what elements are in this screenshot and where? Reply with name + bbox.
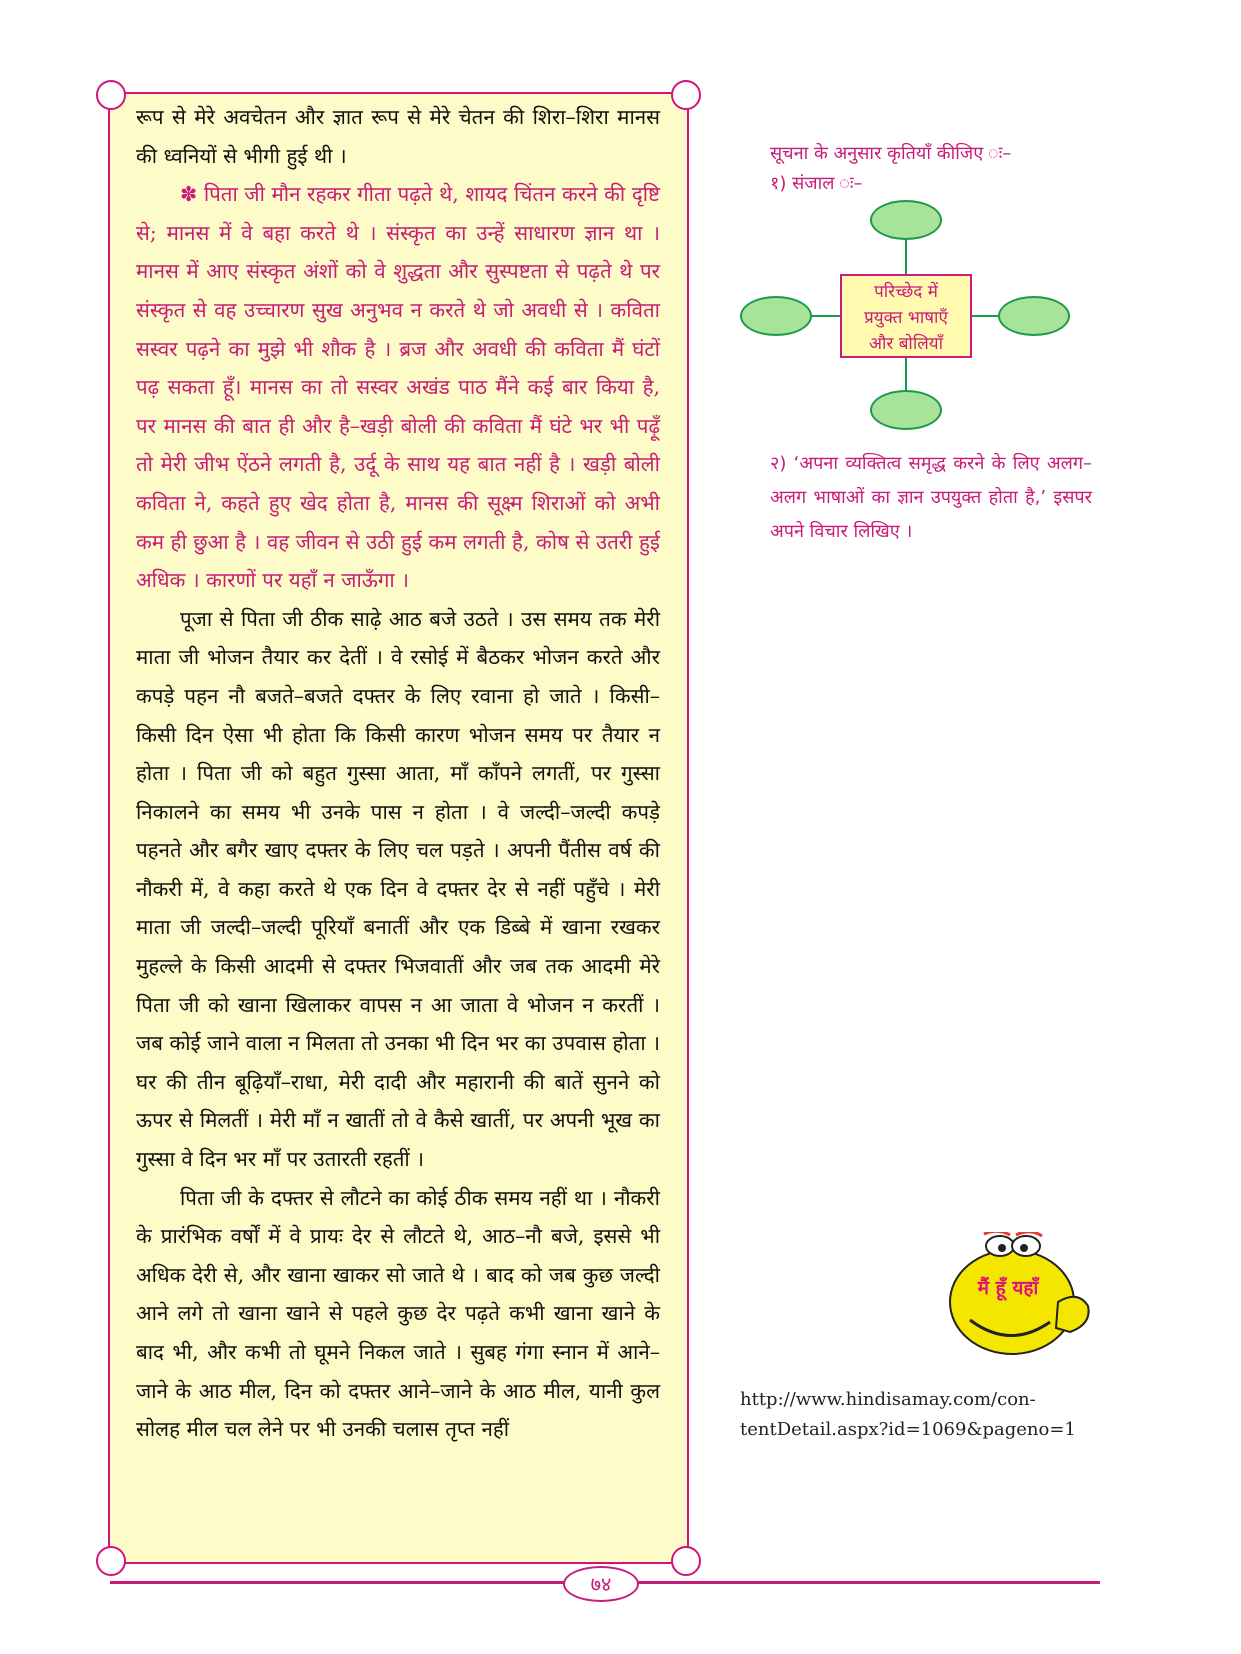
paragraph-3: पूजा से पिता जी ठीक साढ़े आठ बजे उठते । उस समय तक मेरी माता जी भोजन तैयार कर देतीं । वे रसोई में बैठकर भोजन करते और कपड़े पहन नौ बजते–बजते दफ्तर के लिए रवाना हो जाते । किसी–किसी दिन ऐसा भी होता कि किसी कारण भोजन समय पर तैयार न होता । पिता जी को बहुत गुस्सा आता, माँ काँपने लगतीं, पर गुस्सा निकालने का समय भी उनके पास न होता । वे जल्दी–जल्दी कपड़े पहनते और बगैर खाए दफ्तर के लिए चल पड़ते । अपनी पैंतीस वर्ष की नौकरी में, वे कहा करते थे एक दिन वे दफ्तर देर से नहीं पहुँचे । मेरी माता जी जल्दी–जल्दी पूरियाँ बनातीं और एक डिब्बे में खाना रखकर मुहल्ले के किसी आदमी से दफ्तर भिजवातीं और जब तक आदमी मेरे पिता जी को खाना खिलाकर वापस न आ जाता वे भोजन न करतीं । जब कोई जाने वाला न मिलता तो उनका भी दिन भर का उपवास होता । घर की तीन बूढ़ियाँ–राधा, मेरी दादी और महारानी की बातें सुनने को ऊपर से मिलतीं । मेरी माँ न खातीं तो वे कैसे खातीं, पर अपनी भूख का गुस्सा वे दिन भर माँ पर उतारती रहतीं । (136, 606, 660, 1172)
task-2-text: २) ‘अपना व्यक्तित्व समृद्ध करने के लिए अलग–अलग भाषाओं का ज्ञान उपयुक्त होता है,’ इसपर अपने विचार लिखिए । (770, 453, 1092, 542)
paragraph-2-text: पिता जी मौन रहकर गीता पढ़ते थे, शायद चिंतन करने की दृष्टि से; मानस में वे बहा करते थे । संस्कृत का उन्हें साधारण ज्ञान था । मानस में आए संस्कृत अंशों को वे शुद्धता और सुस्पष्टता से पढ़ते थे पर संस्कृत से वह उच्चारण सुख अनुभव न करते थे जो अवधी से । कविता सस्वर पढ़ने का मुझे भी शौक है । ब्रज और अवधी की कविता मैं घंटों पढ़ सकता हूँ। मानस का तो सस्वर अखंड पाठ मैंने कई बार किया है, पर मानस की बात ही और है–खड़ी बोली की कविता मैं घंटे भर भी पढ़ूँ तो मेरी जीभ ऐंठने लगती है, उर्दू के साथ यह बात नहीं है । खड़ी बोली कविता ने, कहते हुए खेद होता है, मानस की सूक्ष्म शिराओं को अभी कम ही छुआ है । वह जीवन से उठी हुई कम लगती है, कोष से उतरी हुई अधिक । कारणों पर यहाँ न जाऊँगा । (136, 182, 660, 593)
web-connector (905, 358, 907, 394)
web-center-line: परिच्छेद में (874, 282, 938, 302)
panel-corner (96, 80, 126, 110)
task-heading: सूचना के अनुसार कृतियाँ कीजिए ः– (770, 143, 1012, 164)
web-oval-left[interactable] (740, 296, 812, 336)
paragraph-1: रूप से मेरे अवचेतन और ज्ञात रूप से मेरे चेतन की शिरा–शिरा मानस की ध्वनियों से भीगी हुई थी । (136, 105, 660, 168)
main-text (136, 98, 660, 1449)
panel-corner (671, 1546, 701, 1576)
reference-url[interactable] (740, 1385, 1076, 1445)
web-oval-right[interactable] (998, 296, 1070, 336)
page-number: ७४ (563, 1566, 639, 1602)
web-oval-bottom[interactable] (870, 390, 942, 430)
url-line[interactable]: http://www.hindisamay.com/con- (740, 1389, 1036, 1410)
web-connector (905, 238, 907, 274)
panel-corner (96, 1546, 126, 1576)
concept-web (740, 210, 1070, 440)
web-connector (812, 315, 840, 317)
asterisk-marker: ✽ (180, 182, 198, 207)
paragraph-4: पिता जी के दफ्तर से लौटने का कोई ठीक समय नहीं था । नौकरी के प्रारंभिक वर्षों में वे प्रायः देर से लौटते थे, आठ–नौ बजे, इससे भी अधिक देरी से, और खाना खाकर सो जाते थे । बाद को जब कुछ जल्दी आने लगे तो खाना खाने से पहले कुछ देर पढ़ते कभी खाना खाने के बाद भी, और कभी तो घूमने निकल जाते । सुबह गंगा स्नान में आने–जाने के आठ मील, दिन को दफ्तर आने–जाने के आठ मील, यानी कुल सोलह मील चल लेने पर भी उनकी चलास तृप्त नहीं (136, 1185, 660, 1442)
web-oval-top[interactable] (870, 200, 942, 240)
web-center-line: प्रयुक्त भाषाएँ (864, 308, 948, 328)
task-1-label: १) संजाल ः– (770, 173, 863, 194)
mascot-icon (940, 1232, 1095, 1360)
web-center-line: और बोलियाँ (868, 334, 944, 354)
paragraph-2 (136, 175, 660, 600)
reading-panel (108, 92, 689, 1564)
url-line[interactable]: tentDetail.aspx?id=1069&pageno=1 (740, 1419, 1076, 1440)
web-connector (972, 315, 1000, 317)
web-center-box (840, 274, 972, 358)
panel-corner (671, 80, 701, 110)
mascot-label: मैं हूँ यहाँ (977, 1277, 1039, 1299)
